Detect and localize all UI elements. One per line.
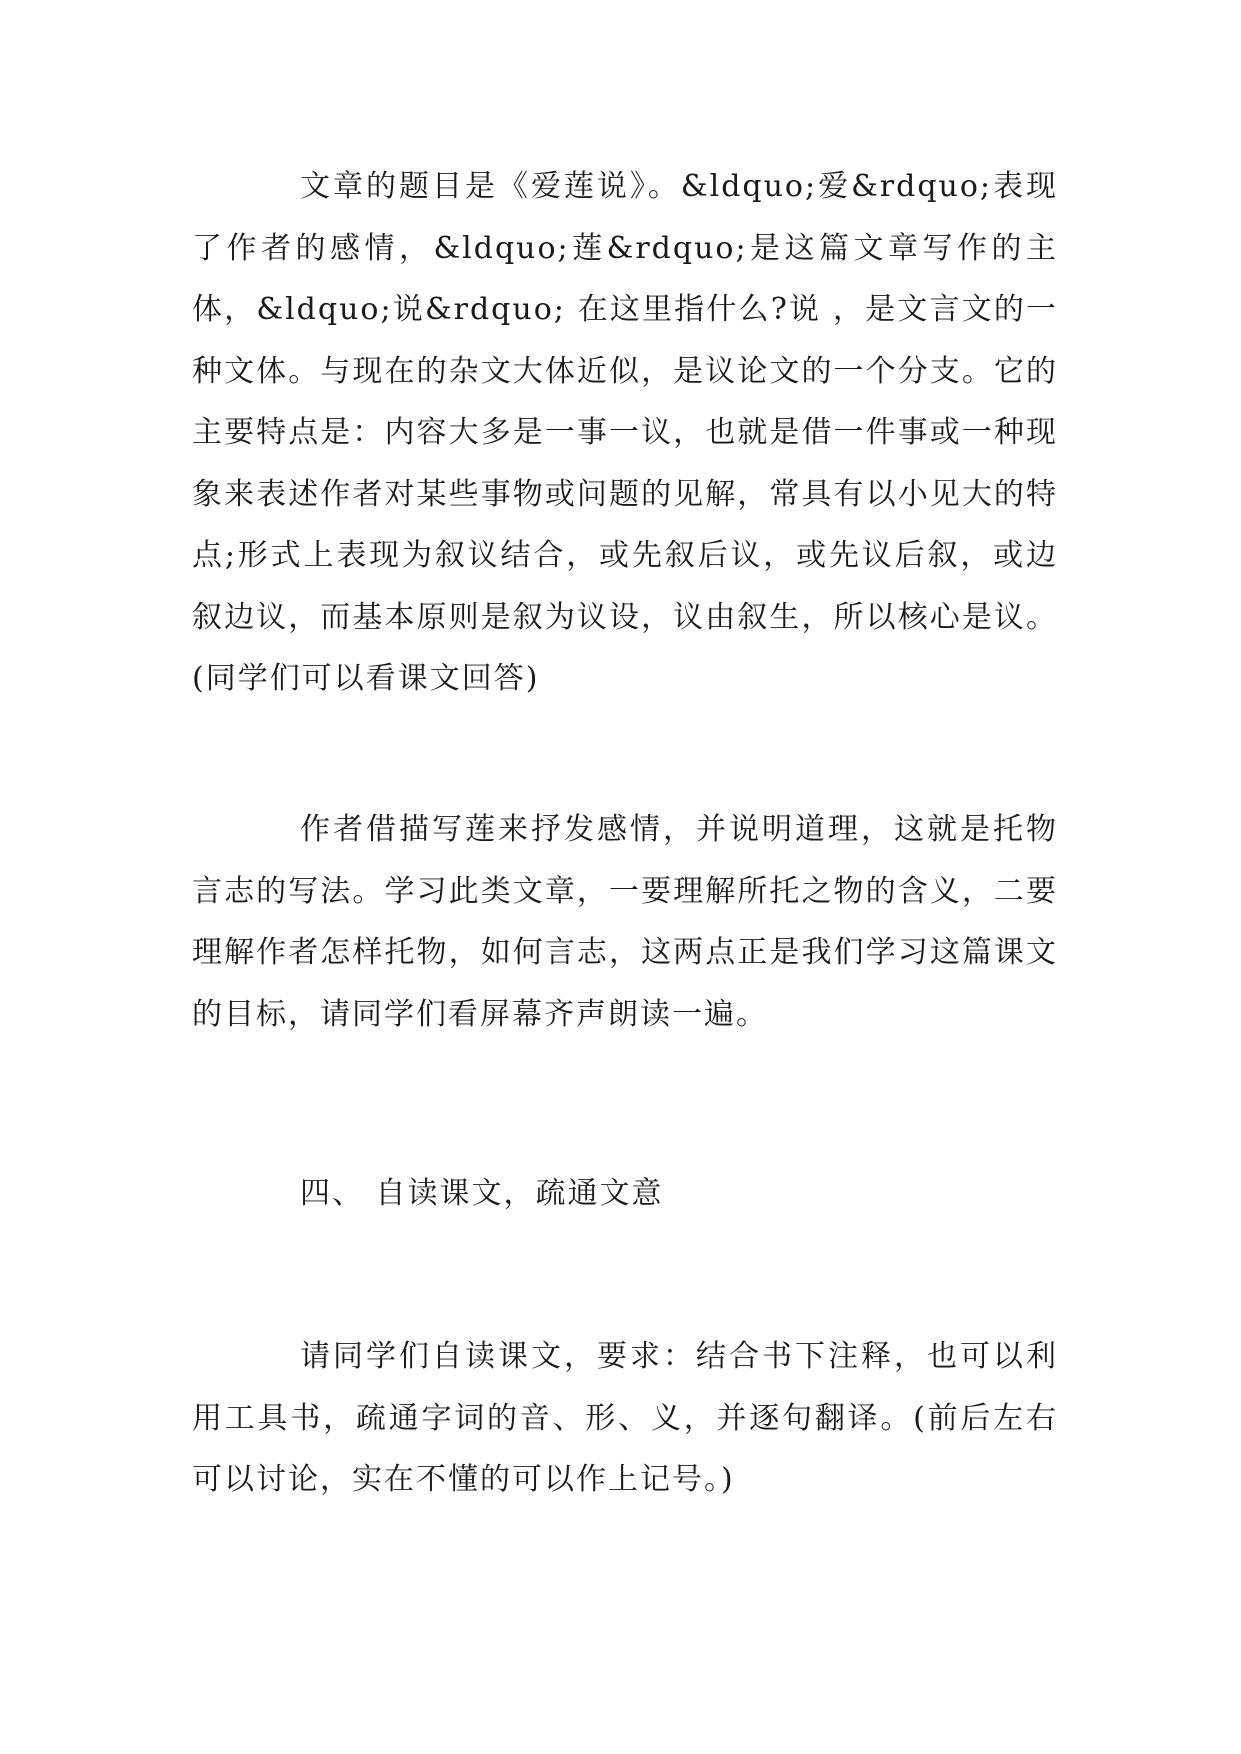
paragraph-title-explanation: 文章的题目是《爱莲说》。&ldquo;爱&rdquo;表现了作者的感情，&ldquo;莲&rdquo;是这篇文章写作的主体，&ldquo;说&rdquo; 在这里指什么?说 ，是文言文的一种文体。与现在的杂文大体近似，是议论文的一个分支。它的主要特点是：内容大多是一事一议，也就是借一件事或一种现象来表述作者对某些事物或问题的见解，常具有以小见大的特点;形式上表现为叙议结合，或先叙后议，或先议后叙，或边叙边议，而基本原则是叙为议设，议由叙生，所以核心是议。 (同学们可以看课文回答) bbox=[192, 169, 1058, 696]
paragraph-reading-requirements: 请同学们自读课文，要求：结合书下注释，也可以利用工具书，疏通字词的音、形、义，并逐句翻译。(前后左右可以讨论，实在不懂的可以作上记号。) bbox=[192, 1339, 1058, 1497]
paragraph-writing-method: 作者借描写莲来抒发感情，并说明道理，这就是托物言志的写法。学习此类文章，一要理解所托之物的含义，二要理解作者怎样托物，如何言志，这两点正是我们学习这篇课文的目标，请同学们看屏幕齐声朗读一遍。 bbox=[192, 812, 1058, 1032]
section-heading-self-reading: 四、 自读课文，疏通文意 bbox=[300, 1176, 664, 1211]
